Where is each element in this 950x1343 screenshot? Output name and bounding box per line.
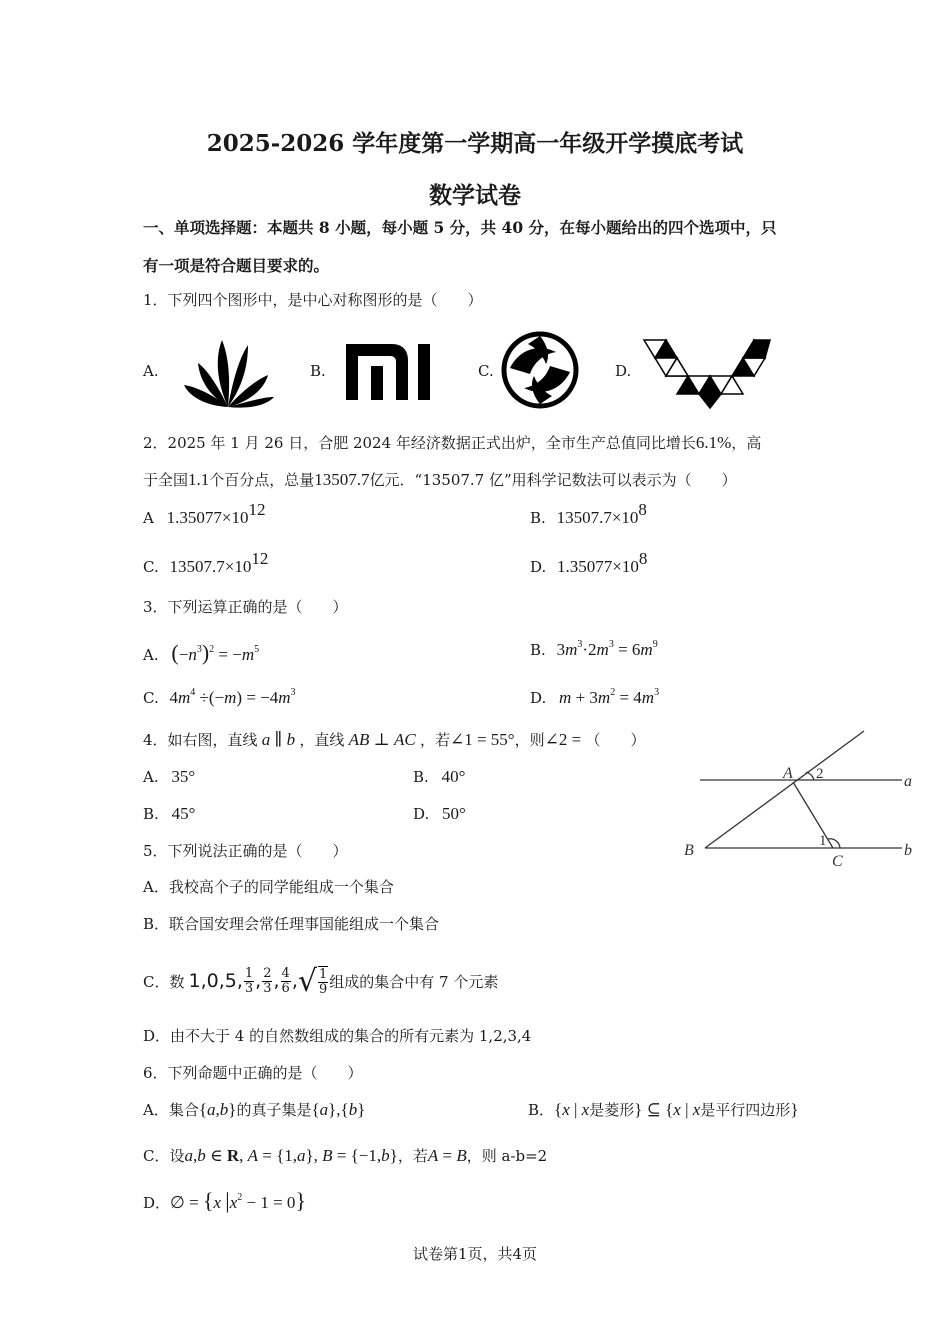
q3-option-a-expression: $(-n^3)^2 = -m^5$ <box>171 640 260 665</box>
angle-2-label: 2 <box>816 766 824 782</box>
q3-option-d <box>530 688 659 708</box>
q2-growth-percent: 6.1% <box>695 433 732 452</box>
q6-option-b-text2: 是平行四边形 <box>700 1101 791 1119</box>
q1-option-c-label: C. <box>478 362 494 380</box>
q4-parallel-expr: a ∥ b <box>261 730 296 749</box>
q1-option-d-triangles-logo <box>642 338 772 410</box>
q5-option-b: B．联合国安理会常任理事国能组成一个集合 <box>143 915 440 933</box>
q2-option-d-label: D. <box>530 558 547 576</box>
q1-option-b-label: B. <box>310 362 326 380</box>
q2-option-d-base: 1.35077×10 <box>557 557 639 576</box>
q2-stem-text2b: 个百分点，总量 <box>209 471 315 489</box>
q4-angle2-expr: ∠2 = <box>544 730 586 749</box>
q4-option-4-label: D. <box>413 805 430 823</box>
q4-option-1 <box>143 767 195 787</box>
q6-option-b: B．{x | x是菱形} ⊆ {x | x是平行四边形} <box>528 1100 799 1119</box>
q6-option-a-set: {a,b} <box>198 1100 237 1119</box>
q6-option-d <box>143 1188 306 1214</box>
q5-option-c: C．数 1,0,5, $\frac{1}{3}$ , $\frac{2}{3}$ , $\frac{4}{6}$ , √ $\frac{1}{9}$ 组成的集合中有 7 个元素 <box>143 963 499 999</box>
q4-option-2 <box>413 767 465 787</box>
q2-number-1-1: 1.1 <box>188 470 210 489</box>
angle-1-label: 1 <box>819 833 827 849</box>
q6-option-c-end: ，则 a-b=2 <box>466 1147 548 1165</box>
q6-option-d-pre: D． <box>143 1194 171 1212</box>
q4-stem-mid1: ，直线 <box>299 731 345 749</box>
q5-option-a: A．我校高个子的同学能组成一个集合 <box>143 878 394 896</box>
q4-option-4-value: 50° <box>442 804 466 823</box>
q6-option-c-pre: C．设 <box>143 1147 185 1165</box>
section-heading-line1: 一、单项选择题：本题共 8 小题，每小题 5 分，共 40 分，在每小题给出的四个选项中，只 <box>143 218 777 237</box>
fraction-one-third: $\frac{1}{3}$ <box>244 965 254 996</box>
q5-option-d: D．由不大于 4 的自然数组成的集合的所有元素为 1,2,3,4 <box>143 1027 532 1045</box>
q2-stem-text2c: 亿元．“13507.7 亿”用科学记数法可以表示为（ ） <box>369 471 737 489</box>
q2-option-c-exp: 12 <box>251 549 269 568</box>
fraction-four-sixths: $\frac{4}{6}$ <box>281 965 290 996</box>
q5-option-c-numbers: 1,0,5, <box>188 970 243 992</box>
q4-stem-end: （ ） <box>585 731 646 749</box>
q2-option-c-label: C. <box>143 558 159 576</box>
q6-option-a-mid: 的真子集是 <box>236 1101 312 1119</box>
line-AC <box>793 782 833 848</box>
q2-stem-text1: 2．2025 年 1 月 26 日，合肥 2024 年经济数据正式出炉，全市生产总值同比增长 <box>143 434 696 452</box>
exam-title: 2025-2026 学年度第一学期高一年级开学摸底考试 <box>206 130 744 157</box>
q6-option-b-pre: B． <box>528 1101 555 1119</box>
q2-option-a <box>143 500 266 528</box>
q6-option-c <box>143 1145 547 1166</box>
q6-option-c-equality: A = B <box>427 1146 467 1165</box>
point-a-label: A <box>783 765 793 782</box>
q1-option-a-fan-logo <box>178 335 278 410</box>
q4-option-3 <box>143 804 195 824</box>
q3-option-b-expression: $3m^3\cdot 2m^3 = 6m^9$ <box>556 639 658 659</box>
q2-option-d <box>530 549 648 577</box>
q1-option-b-mi-logo <box>346 344 432 400</box>
q3-option-c-expression: $4m^4 \div(-m) = -4m^3$ <box>169 687 296 707</box>
q4-stem <box>143 729 645 750</box>
q2-option-a-exp: 12 <box>248 500 266 519</box>
q6-option-d-expression: ∅ = {x $|x^2 - 1 = 0$} <box>170 1188 306 1213</box>
q1-option-a-label: A. <box>143 362 159 380</box>
line-b-label: b <box>904 842 912 859</box>
q2-option-b-exp: 8 <box>638 500 647 519</box>
q6-option-a-pre: A．集合 <box>143 1101 199 1119</box>
q4-option-3-label: B. <box>143 805 159 823</box>
exam-subtitle: 数学试卷 <box>429 182 521 209</box>
q2-option-b-base: 13507.7×10 <box>556 508 639 527</box>
q3-option-d-label: D. <box>530 689 547 707</box>
q2-option-a-label: A <box>143 509 154 527</box>
q1-option-d-label: D. <box>615 362 632 380</box>
q2-option-c <box>143 549 269 577</box>
q3-option-b-label: B. <box>530 641 546 659</box>
q2-option-b-label: B. <box>530 509 546 527</box>
q5-option-c-pre: C．数 <box>143 972 185 991</box>
q2-option-a-base: 1.35077×10 <box>166 508 249 527</box>
q4-option-1-label: A. <box>143 768 159 786</box>
line-a-label: a <box>904 773 912 790</box>
q1-stem: 1．下列四个图形中，是中心对称图形的是（ ） <box>143 291 483 309</box>
q6-option-a-subsets: {a},{b} <box>311 1100 366 1119</box>
sqrt-one-ninth: √ $\frac{1}{9}$ <box>297 963 328 999</box>
q3-option-a <box>143 640 259 666</box>
q2-stem-line1 <box>143 432 761 453</box>
q4-option-2-label: B. <box>413 768 429 786</box>
point-b-label: B <box>684 842 694 859</box>
q2-option-c-base: 13507.7×10 <box>169 557 252 576</box>
q3-option-c <box>143 688 296 708</box>
q6-option-a <box>143 1099 365 1120</box>
point-c-label: C <box>832 853 843 870</box>
section-heading-line2: 有一项是符合题目要求的。 <box>143 256 330 275</box>
q2-number-total: 13507.7 <box>314 470 370 489</box>
q3-option-b <box>530 640 658 660</box>
fraction-two-thirds: $\frac{2}{3}$ <box>263 965 272 996</box>
q1-option-c-circle-logo <box>500 330 580 410</box>
q3-option-d-expression: $m + 3m^2 = 4m^3$ <box>559 687 660 707</box>
q6-option-c-condition: a,b ∈ R, A = {1,a}, B = {−1,b} <box>184 1146 398 1165</box>
page-footer: 试卷第1页，共4页 <box>412 1245 538 1263</box>
q2-stem-text2a: 于全国 <box>143 471 189 489</box>
q3-stem: 3．下列运算正确的是（ ） <box>143 598 348 616</box>
q4-stem-mid3: ，则 <box>514 731 545 749</box>
q4-stem-mid2: ，若 <box>419 731 450 749</box>
q2-stem-line2 <box>143 469 737 490</box>
q3-option-a-label: A. <box>143 646 159 664</box>
q2-stem-text1-end: ，高 <box>731 434 762 452</box>
q5-stem: 5．下列说法正确的是（ ） <box>143 842 348 860</box>
q5-option-c-post: 组成的集合中有 7 个元素 <box>329 972 499 991</box>
q2-option-d-exp: 8 <box>638 549 648 568</box>
q3-option-c-label: C. <box>143 689 159 707</box>
q6-option-b-text1: 是菱形 <box>589 1101 635 1119</box>
line-AB-extended <box>705 731 864 848</box>
q4-option-3-value: 45° <box>171 804 196 823</box>
q6-option-c-mid: ，若 <box>397 1147 428 1165</box>
q4-angle1-expr: ∠1 = 55° <box>449 730 515 749</box>
q4-option-4 <box>413 804 466 824</box>
q4-option-1-value: 35° <box>171 767 196 786</box>
q6-stem: 6．下列命题中正确的是（ ） <box>143 1064 363 1082</box>
q4-perpendicular-expr: AB ⊥ AC <box>348 730 416 749</box>
q2-option-b <box>530 500 647 528</box>
q4-option-2-value: 40° <box>441 767 466 786</box>
q4-stem-pre: 4．如右图，直线 <box>143 731 258 749</box>
q4-geometry-figure <box>680 725 925 875</box>
